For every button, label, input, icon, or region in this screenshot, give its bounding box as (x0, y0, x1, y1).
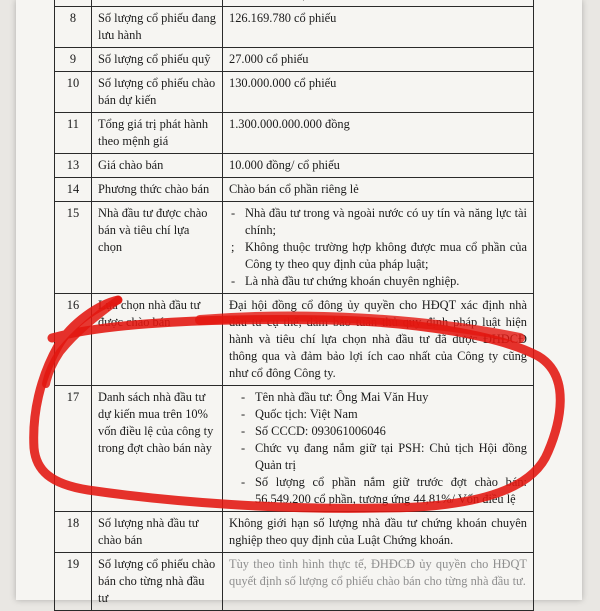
table-row (55, 202, 534, 294)
row-value: 10.000 đồng/ cổ phiếu (223, 154, 534, 178)
row-value: 1.300.000.000.000 đồng (223, 113, 534, 154)
row-number: 15 (55, 202, 92, 294)
row-label: Số lượng cổ phiếu quỹ (92, 48, 223, 72)
list-item: - Quốc tịch: Việt Nam (229, 406, 527, 423)
row-number: 17 (55, 386, 92, 512)
row-number: 9 (55, 48, 92, 72)
row-number: 14 (55, 178, 92, 202)
row-label: Lựa chọn nhà đầu tư được chào bán (92, 294, 223, 386)
row-number: 10 (55, 72, 92, 113)
row-number: 18 (55, 512, 92, 553)
row-label: Số lượng cổ phiếu chào bán dự kiến (92, 72, 223, 113)
criteria-list (229, 205, 527, 290)
row-label: Số lượng cổ phiếu đang lưu hành (92, 7, 223, 48)
row-label: Giá chào bán (92, 154, 223, 178)
row-value: 27.000 cổ phiếu (223, 48, 534, 72)
row-number: 11 (55, 113, 92, 154)
list-item: - Là nhà đầu tư chứng khoán chuyên nghiệp. (229, 273, 527, 290)
row-value (223, 202, 534, 294)
table-row (55, 72, 534, 113)
list-item: - Chức vụ đang nắm giữ tại PSH: Chủ tịch Hội đồng Quản trị (229, 440, 527, 474)
document-page (16, 0, 582, 605)
table-row (55, 386, 534, 512)
row-value: Đại hội đồng cổ đông ủy quyền cho HĐQT xác định nhà đầu tư cụ thể, đảm bảo tuân thủ quy định pháp luật hiện hành và tiêu chí lựa chọn nhà đầu tư đã được ĐHĐCĐ thông qua và đảm bảo lợi ích cao nhất của Công ty cũng như cổ đông Công ty. (223, 294, 534, 386)
row-value: Tùy theo tình hình thực tế, ĐHĐCĐ ủy quyền cho HĐQT quyết định số lượng cổ phiếu chào bán cho từng nhà đầu tư. (223, 553, 534, 611)
table-row (55, 154, 534, 178)
row-number: 16 (55, 294, 92, 386)
row-label: Tổng giá trị phát hành theo mệnh giá (92, 113, 223, 154)
table-row (55, 178, 534, 202)
list-item: - Số CCCD: 093061006046 (229, 423, 527, 440)
row-label: Số lượng nhà đầu tư chào bán (92, 512, 223, 553)
row-value: Không giới hạn số lượng nhà đầu tư chứng khoán chuyên nghiệp theo quy định của Luật Chứng khoán. (223, 512, 534, 553)
row-number: 19 (55, 553, 92, 611)
row-value (223, 386, 534, 512)
offering-table (54, 0, 534, 611)
row-label: Danh sách nhà đầu tư dự kiến mua trên 10% vốn điều lệ của công ty trong đợt chào bán này (92, 386, 223, 512)
investor-details-list (229, 389, 527, 508)
row-label: Nhà đầu tư được chào bán và tiêu chí lựa chọn (92, 202, 223, 294)
list-item: - Nhà đầu tư trong và ngoài nước có uy tín và năng lực tài chính; (229, 205, 527, 239)
list-item: - Số lượng cổ phần nắm giữ trước đợt chào bán: 56.549.200 cổ phần, tương ứng 44,81%/ Vốn điều lệ (229, 474, 527, 508)
table-row (55, 48, 534, 72)
table-row (55, 553, 534, 611)
table-row (55, 294, 534, 386)
row-number: 13 (55, 154, 92, 178)
table-row (55, 113, 534, 154)
table-row (55, 512, 534, 553)
list-item: - Tên nhà đầu tư: Ông Mai Văn Huy (229, 389, 527, 406)
row-label: Số lượng cổ phiếu chào bán cho từng nhà đầu tư (92, 553, 223, 611)
list-item: ; Không thuộc trường hợp không được mua cổ phần của Công ty theo quy định của pháp luật; (229, 239, 527, 273)
row-value: 126.169.780 cổ phiếu (223, 7, 534, 48)
table-row (55, 7, 534, 48)
row-value: 130.000.000 cổ phiếu (223, 72, 534, 113)
row-number: 8 (55, 7, 92, 48)
row-label: Phương thức chào bán (92, 178, 223, 202)
row-value: Chào bán cổ phần riêng lẻ (223, 178, 534, 202)
